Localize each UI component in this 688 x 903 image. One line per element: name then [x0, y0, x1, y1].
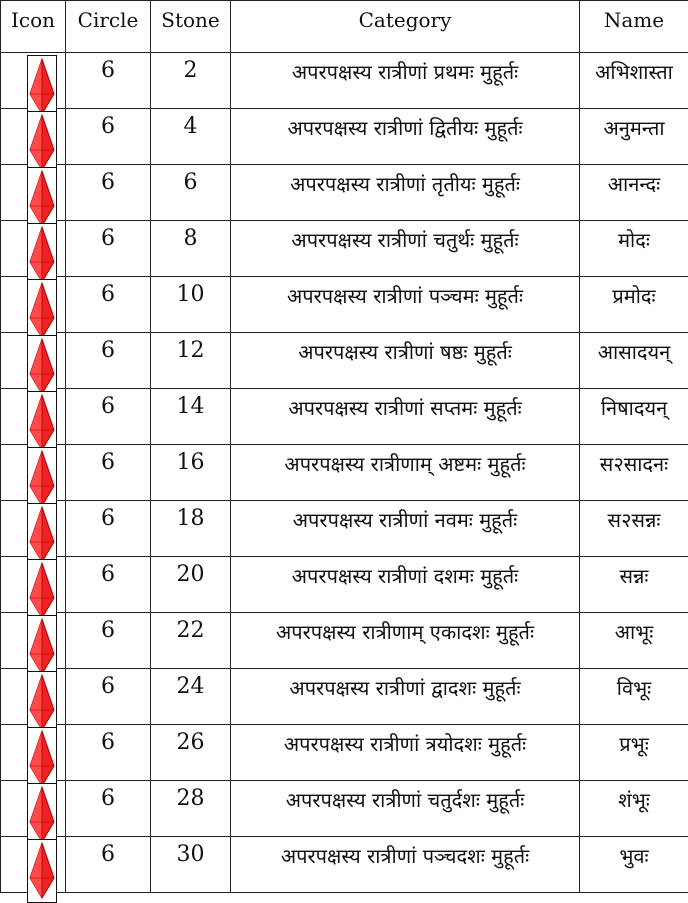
name-cell: विभूः [580, 669, 688, 725]
category-cell: अपरपक्षस्य रात्रीणां दशमः मुहूर्तः [231, 557, 580, 613]
icon-cell [1, 333, 66, 389]
red-diamond-gem-icon [27, 783, 57, 847]
name-cell: अनुमन्ता [580, 109, 688, 165]
category-cell: अपरपक्षस्य रात्रीणां द्वादशः मुहूर्तः [231, 669, 580, 725]
red-diamond-gem-icon [27, 559, 57, 623]
category-cell: अपरपक्षस्य रात्रीणां नवमः मुहूर्तः [231, 501, 580, 557]
table-row [1, 669, 688, 725]
red-diamond-gem-icon [27, 223, 57, 287]
circle-cell: 6 [66, 445, 151, 501]
circle-cell: 6 [66, 277, 151, 333]
stone-cell: 4 [151, 109, 231, 165]
red-diamond-gem-icon [27, 391, 57, 455]
red-diamond-gem-icon [27, 503, 57, 567]
category-cell: अपरपक्षस्य रात्रीणां त्रयोदशः मुहूर्तः [231, 725, 580, 781]
header-icon: Icon [1, 1, 66, 53]
category-cell: अपरपक्षस्य रात्रीणां द्वितीयः मुहूर्तः [231, 109, 580, 165]
category-cell: अपरपक्षस्य रात्रीणाम् अष्टमः मुहूर्तः [231, 445, 580, 501]
red-diamond-gem-icon [27, 55, 57, 119]
red-diamond-gem-icon [27, 111, 57, 175]
icon-cell [1, 389, 66, 445]
name-cell: आनन्दः [580, 165, 688, 221]
name-cell: स२सादनः [580, 445, 688, 501]
icon-cell [1, 613, 66, 669]
category-cell: अपरपक्षस्य रात्रीणां प्रथमः मुहूर्तः [231, 53, 580, 109]
stone-cell: 12 [151, 333, 231, 389]
table-row [1, 837, 688, 893]
stone-cell: 10 [151, 277, 231, 333]
table-row [1, 165, 688, 221]
circle-cell: 6 [66, 389, 151, 445]
stone-cell: 14 [151, 389, 231, 445]
stone-cell: 16 [151, 445, 231, 501]
category-cell: अपरपक्षस्य रात्रीणां तृतीयः मुहूर्तः [231, 165, 580, 221]
circle-cell: 6 [66, 333, 151, 389]
table-row [1, 277, 688, 333]
circle-cell: 6 [66, 165, 151, 221]
category-cell: अपरपक्षस्य रात्रीणां पञ्चदशः मुहूर्तः [231, 837, 580, 893]
circle-cell: 6 [66, 501, 151, 557]
name-cell: आसादयन् [580, 333, 688, 389]
stone-cell: 28 [151, 781, 231, 837]
icon-cell [1, 501, 66, 557]
stone-cell: 22 [151, 613, 231, 669]
table-row [1, 445, 688, 501]
icon-cell [1, 781, 66, 837]
table-row [1, 613, 688, 669]
icon-cell [1, 669, 66, 725]
name-cell: शंभूः [580, 781, 688, 837]
table-row [1, 109, 688, 165]
table-row [1, 781, 688, 837]
icon-cell [1, 837, 66, 893]
name-cell: प्रमोदः [580, 277, 688, 333]
circle-cell: 6 [66, 669, 151, 725]
category-cell: अपरपक्षस्य रात्रीणाम् एकादशः मुहूर्तः [231, 613, 580, 669]
name-cell: अभिशास्ता [580, 53, 688, 109]
name-cell: मोदः [580, 221, 688, 277]
icon-cell [1, 445, 66, 501]
table-row [1, 501, 688, 557]
header-name: Name [580, 1, 688, 53]
name-cell: सन्नः [580, 557, 688, 613]
header-circle: Circle [66, 1, 151, 53]
header-row [1, 1, 688, 53]
circle-cell: 6 [66, 613, 151, 669]
table-row [1, 333, 688, 389]
red-diamond-gem-icon [27, 335, 57, 399]
circle-cell: 6 [66, 109, 151, 165]
table-row [1, 221, 688, 277]
circle-cell: 6 [66, 837, 151, 893]
header-stone: Stone [151, 1, 231, 53]
icon-cell [1, 557, 66, 613]
icon-cell [1, 725, 66, 781]
category-cell: अपरपक्षस्य रात्रीणां षष्ठः मुहूर्तः [231, 333, 580, 389]
icon-cell [1, 53, 66, 109]
red-diamond-gem-icon [27, 671, 57, 735]
category-cell: अपरपक्षस्य रात्रीणां चतुर्दशः मुहूर्तः [231, 781, 580, 837]
circle-cell: 6 [66, 53, 151, 109]
table-row [1, 725, 688, 781]
circle-cell: 6 [66, 725, 151, 781]
red-diamond-gem-icon [27, 279, 57, 343]
icon-cell [1, 165, 66, 221]
table-row [1, 53, 688, 109]
circle-cell: 6 [66, 557, 151, 613]
red-diamond-gem-icon [27, 447, 57, 511]
stone-cell: 18 [151, 501, 231, 557]
name-cell: निषादयन् [580, 389, 688, 445]
category-cell: अपरपक्षस्य रात्रीणां सप्तमः मुहूर्तः [231, 389, 580, 445]
red-diamond-gem-icon [27, 727, 57, 791]
circle-cell: 6 [66, 781, 151, 837]
header-category: Category [231, 1, 580, 53]
stone-cell: 6 [151, 165, 231, 221]
icon-cell [1, 277, 66, 333]
table-row [1, 557, 688, 613]
table-row [1, 389, 688, 445]
red-diamond-gem-icon [27, 839, 57, 903]
circle-cell: 6 [66, 221, 151, 277]
red-diamond-gem-icon [27, 615, 57, 679]
stone-cell: 26 [151, 725, 231, 781]
category-cell: अपरपक्षस्य रात्रीणां पञ्चमः मुहूर्तः [231, 277, 580, 333]
name-cell: आभूः [580, 613, 688, 669]
stone-cell: 20 [151, 557, 231, 613]
category-cell: अपरपक्षस्य रात्रीणां चतुर्थः मुहूर्तः [231, 221, 580, 277]
icon-cell [1, 109, 66, 165]
stone-cell: 30 [151, 837, 231, 893]
stone-cell: 24 [151, 669, 231, 725]
stone-cell: 8 [151, 221, 231, 277]
name-cell: प्रभूः [580, 725, 688, 781]
stone-cell: 2 [151, 53, 231, 109]
name-cell: स२सन्नः [580, 501, 688, 557]
red-diamond-gem-icon [27, 167, 57, 231]
icon-cell [1, 221, 66, 277]
name-cell: भुवः [580, 837, 688, 893]
